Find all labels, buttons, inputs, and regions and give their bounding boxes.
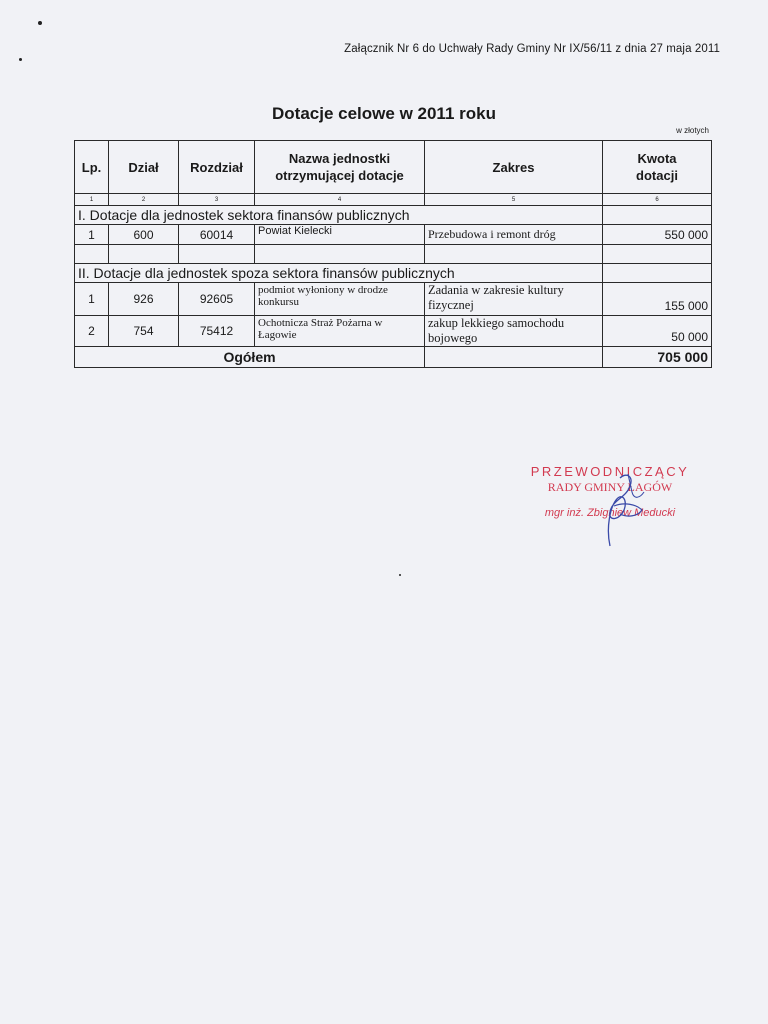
column-number: 2 [109, 194, 179, 206]
header-nazwa [255, 141, 425, 194]
stamp-signatory: mgr inż. Zbigniew Meducki [544, 507, 676, 519]
empty-row [75, 245, 712, 264]
cell-dzial: 754 [109, 316, 179, 347]
header-row [75, 141, 712, 194]
cell-dzial: 600 [109, 225, 179, 245]
empty-cell [603, 245, 712, 264]
empty-cell [109, 245, 179, 264]
section2-amount-empty [603, 264, 712, 283]
stamp-council: RADY GMINY ŁAGÓW [547, 480, 673, 494]
signature-stroke [608, 475, 631, 546]
total-label: Ogółem [75, 347, 425, 368]
cell-zakres: Przebudowa i remont dróg [425, 225, 603, 245]
header-kwota-line2: dotacji [636, 168, 678, 183]
cell-kwota: 50 000 [603, 316, 712, 347]
cell-kwota: 155 000 [603, 283, 712, 316]
section1-amount-empty [603, 206, 712, 225]
cell-dzial: 926 [109, 283, 179, 316]
cell-nazwa: Powiat Kielecki [255, 225, 425, 245]
table-row [75, 225, 712, 245]
cell-nazwa: podmiot wyłoniony w drodze konkursu [255, 283, 425, 316]
total-row [75, 347, 712, 368]
header-kwota-line1: Kwota [637, 151, 677, 166]
column-number: 4 [255, 194, 425, 206]
subsidy-table [74, 140, 712, 368]
empty-cell [75, 245, 109, 264]
stamp-title: PRZEWODNICZĄCY [530, 464, 690, 479]
column-number: 5 [425, 194, 603, 206]
section2-label: II. Dotacje dla jednostek spoza sektora finansów publicznych [75, 264, 603, 283]
empty-cell [255, 245, 425, 264]
cell-rozdzial: 75412 [179, 316, 255, 347]
cell-zakres: zakup lekkiego samochodu bojowego [425, 316, 603, 347]
document-header: Załącznik Nr 6 do Uchwały Rady Gminy Nr IX/56/11 z dnia 27 maja 2011 [344, 43, 720, 55]
unit-label: w złotych [676, 126, 709, 135]
column-number-row [75, 194, 712, 206]
section1-label: I. Dotacje dla jednostek sektora finansów publicznych [75, 206, 603, 225]
empty-cell [179, 245, 255, 264]
signature-stroke [614, 504, 642, 516]
empty-cell [425, 245, 603, 264]
section1-row [75, 206, 712, 225]
header-kwota [603, 141, 712, 194]
header-lp: Lp. [75, 141, 109, 194]
header-dzial: Dział [109, 141, 179, 194]
cell-lp: 2 [75, 316, 109, 347]
column-number: 3 [179, 194, 255, 206]
cell-nazwa: Ochotnicza Straż Pożarna w Łagowie [255, 316, 425, 347]
header-nazwa-line2: otrzymującej dotacje [275, 168, 404, 183]
total-value: 705 000 [603, 347, 712, 368]
table-row [75, 316, 712, 347]
header-rozdzial: Rozdział [179, 141, 255, 194]
cell-rozdzial: 60014 [179, 225, 255, 245]
scan-speck [399, 574, 401, 576]
scan-speck [38, 21, 42, 25]
column-number: 1 [75, 194, 109, 206]
cell-rozdzial: 92605 [179, 283, 255, 316]
cell-lp: 1 [75, 283, 109, 316]
total-empty [425, 347, 603, 368]
cell-kwota: 550 000 [603, 225, 712, 245]
cell-lp: 1 [75, 225, 109, 245]
section2-row [75, 264, 712, 283]
table-row [75, 283, 712, 316]
document-title: Dotacje celowe w 2011 roku [272, 104, 496, 123]
cell-zakres: Zadania w zakresie kultury fizycznej [425, 283, 603, 316]
scan-speck [19, 58, 22, 61]
column-number: 6 [603, 194, 712, 206]
header-nazwa-line1: Nazwa jednostki [288, 151, 391, 166]
header-zakres: Zakres [425, 141, 603, 194]
handwritten-signature [590, 470, 650, 550]
